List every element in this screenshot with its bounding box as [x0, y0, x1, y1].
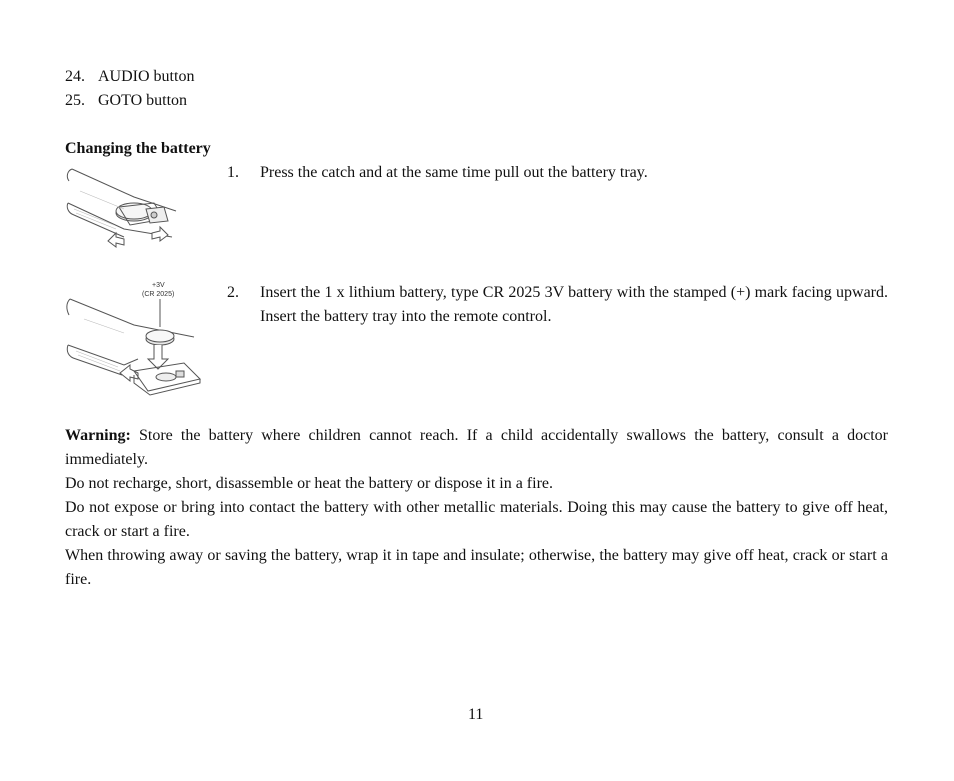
- step-2-text: Insert the 1 x lithium battery, type CR 2025 3V battery with the stamped (+) mark facing upward. Insert the battery tray into the remote control.: [260, 284, 888, 325]
- warning-paragraph: [65, 424, 888, 472]
- figure-type-label: (CR 2025): [142, 291, 175, 298]
- paragraph-recharge: Do not recharge, short, disassemble or heat the battery or dispose it in a fire.: [65, 475, 554, 492]
- step-1: [227, 163, 648, 183]
- paragraph-metallic: Do not expose or bring into contact the battery with other metallic materials. Doing this may cause the battery to give off heat, crack or start a fire.: [65, 499, 888, 540]
- list-item-25: [65, 91, 188, 111]
- figure-voltage-label: +3V: [152, 282, 165, 289]
- step-number: 1.: [227, 164, 239, 181]
- list-text: AUDIO button: [98, 68, 195, 85]
- section-heading: Changing the battery: [65, 140, 211, 157]
- battery-removal-illustration: [64, 163, 204, 251]
- warning-text: Store the battery where children cannot reach. If a child accidentally swallows the battery, consult a doctor immediately.: [65, 427, 889, 468]
- list-number: 24.: [65, 68, 85, 85]
- warning-label: Warning:: [65, 427, 131, 444]
- paragraph-disposal: When throwing away or saving the battery, wrap it in tape and insulate; otherwise, the battery may give off heat, crack or start a fire.: [65, 547, 888, 588]
- list-number: 25.: [65, 92, 85, 109]
- list-item-24: [65, 67, 195, 87]
- step-text: Press the catch and at the same time pull out the battery tray.: [260, 164, 648, 181]
- page-number: 11: [468, 706, 484, 723]
- battery-insertion-illustration: [64, 279, 204, 403]
- list-text: GOTO button: [98, 92, 188, 109]
- step-2-number: 2.: [227, 284, 239, 301]
